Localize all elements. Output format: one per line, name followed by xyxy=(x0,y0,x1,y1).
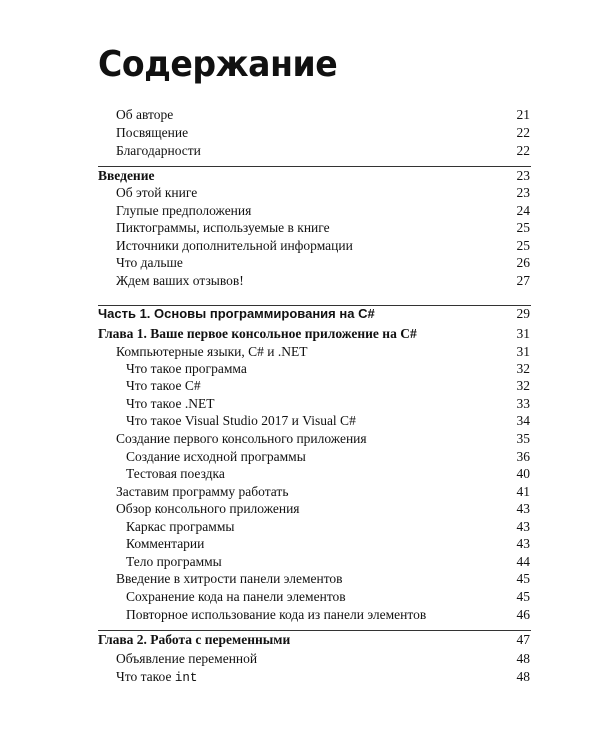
toc-entry[interactable] xyxy=(0,448,600,466)
toc-entry-page: 48 xyxy=(516,669,530,684)
toc-entry[interactable] xyxy=(0,606,600,624)
toc-entry[interactable] xyxy=(0,668,600,686)
toc-entry[interactable] xyxy=(0,272,600,290)
toc-entry-page: 25 xyxy=(516,220,530,235)
toc-entry[interactable] xyxy=(0,343,600,361)
toc-entry-page: 43 xyxy=(516,536,530,551)
toc-entry[interactable] xyxy=(0,483,600,501)
toc-entry-title: Об авторе xyxy=(116,107,174,122)
toc-entry[interactable] xyxy=(0,395,600,413)
toc-entry-dedication[interactable] xyxy=(0,124,600,142)
toc-entry-page: 23 xyxy=(516,168,530,183)
toc-entry-page: 31 xyxy=(516,344,530,359)
toc-entry-page: 45 xyxy=(516,571,530,586)
toc-entry-chapter-1[interactable] xyxy=(0,325,600,343)
toc-entry[interactable] xyxy=(0,184,600,202)
toc-entry-title: Что такое Visual Studio 2017 и Visual C# xyxy=(126,413,356,428)
toc-entry-page: 43 xyxy=(516,501,530,516)
toc-entry-page: 36 xyxy=(516,449,530,464)
toc-entry-introduction[interactable] xyxy=(0,167,600,185)
toc-entry-title: Глупые предположения xyxy=(116,203,252,218)
toc-entry-title: Создание исходной программы xyxy=(126,449,306,464)
toc-entry-title: Посвящение xyxy=(116,125,189,140)
toc-entry-title: Глава 2. Работа с переменными xyxy=(98,632,291,647)
toc-entry-part-1[interactable] xyxy=(0,305,600,323)
toc-entry[interactable] xyxy=(0,553,600,571)
toc-entry-page: 46 xyxy=(516,607,530,622)
toc-entry-page: 29 xyxy=(516,306,530,321)
toc-entry-page: 26 xyxy=(516,255,530,270)
toc-entry-title: Что такое .NET xyxy=(126,396,215,411)
toc-entry-title: Что такое C# xyxy=(126,378,201,393)
toc-entry-page: 23 xyxy=(516,185,530,200)
toc-entry-page: 48 xyxy=(516,651,530,666)
toc-entry-page: 21 xyxy=(516,107,530,122)
toc-entry-title: Обзор консольного приложения xyxy=(116,501,300,516)
page-title: Содержание xyxy=(98,44,338,85)
toc-entry[interactable] xyxy=(0,588,600,606)
toc-entry-title: Благодарности xyxy=(116,143,201,158)
toc-entry-title: Повторное использование кода из панели элементов xyxy=(126,607,427,622)
toc-entry-title: Тестовая поездка xyxy=(126,466,225,481)
toc-entry-title: Глава 1. Ваше первое консольное приложение на C# xyxy=(98,326,417,341)
toc-entry[interactable] xyxy=(0,360,600,378)
toc-entry-page: 41 xyxy=(516,484,530,499)
toc-entry-acknowledgements[interactable] xyxy=(0,142,600,160)
toc-entry-title: Что такое программа xyxy=(126,361,247,376)
toc-entry[interactable] xyxy=(0,650,600,668)
toc-entry-title: Источники дополнительной информации xyxy=(116,238,353,253)
toc-entry-title: Что дальше xyxy=(116,255,183,270)
toc-entry-code-keyword: int xyxy=(174,671,198,685)
toc-entry-title: Компьютерные языки, C# и .NET xyxy=(116,344,308,359)
toc-entry-page: 22 xyxy=(516,125,530,140)
toc-entry[interactable] xyxy=(0,377,600,395)
toc-entry-page: 40 xyxy=(516,466,530,481)
toc-entry-title-prefix: Что такое xyxy=(116,669,172,684)
toc-entry-page: 34 xyxy=(516,413,530,428)
toc-entry-page: 47 xyxy=(516,632,530,647)
toc-entry-page: 24 xyxy=(516,203,530,218)
toc-entry-page: 25 xyxy=(516,238,530,253)
toc-entry-title xyxy=(116,668,197,687)
toc-entry[interactable] xyxy=(0,465,600,483)
toc-entry[interactable] xyxy=(0,254,600,272)
toc-entry-title: Введение в хитрости панели элементов xyxy=(116,571,343,586)
toc-entry[interactable] xyxy=(0,237,600,255)
toc-entry[interactable] xyxy=(0,500,600,518)
toc-entry-title: Тело программы xyxy=(126,554,222,569)
toc-entry-page: 32 xyxy=(516,361,530,376)
toc-entry-page: 27 xyxy=(516,273,530,288)
toc-entry-title: Создание первого консольного приложения xyxy=(116,431,367,446)
toc-entry-title: Сохранение кода на панели элементов xyxy=(126,589,346,604)
toc-entry[interactable] xyxy=(0,535,600,553)
toc-entry-title: Каркас программы xyxy=(126,519,235,534)
toc-entry[interactable] xyxy=(0,202,600,220)
toc-entry[interactable] xyxy=(0,518,600,536)
toc-entry-page: 32 xyxy=(516,378,530,393)
toc-entry[interactable] xyxy=(0,430,600,448)
toc-entry-page: 33 xyxy=(516,396,530,411)
toc-entry-title: Об этой книге xyxy=(116,185,198,200)
toc-entry-page: 22 xyxy=(516,143,530,158)
toc-entry-title: Заставим программу работать xyxy=(116,484,289,499)
toc-entry-about-author[interactable] xyxy=(0,106,600,124)
toc-entry-title: Пиктограммы, используемые в книге xyxy=(116,220,330,235)
toc-entry-page: 45 xyxy=(516,589,530,604)
toc-entry[interactable] xyxy=(0,219,600,237)
toc-entry[interactable] xyxy=(0,412,600,430)
toc-entry-page: 43 xyxy=(516,519,530,534)
toc-entry[interactable] xyxy=(0,570,600,588)
toc-entry-chapter-2[interactable] xyxy=(0,631,600,649)
toc-entry-title: Введение xyxy=(98,168,155,183)
toc-entry-title: Объявление переменной xyxy=(116,651,258,666)
toc-entry-page: 31 xyxy=(516,326,530,341)
toc-entry-page: 35 xyxy=(516,431,530,446)
toc-entry-title: Часть 1. Основы программирования на C# xyxy=(98,306,375,321)
toc-entry-page: 44 xyxy=(516,554,530,569)
toc-entry-title: Ждем ваших отзывов! xyxy=(116,273,244,288)
toc-entry-title: Комментарии xyxy=(126,536,205,551)
